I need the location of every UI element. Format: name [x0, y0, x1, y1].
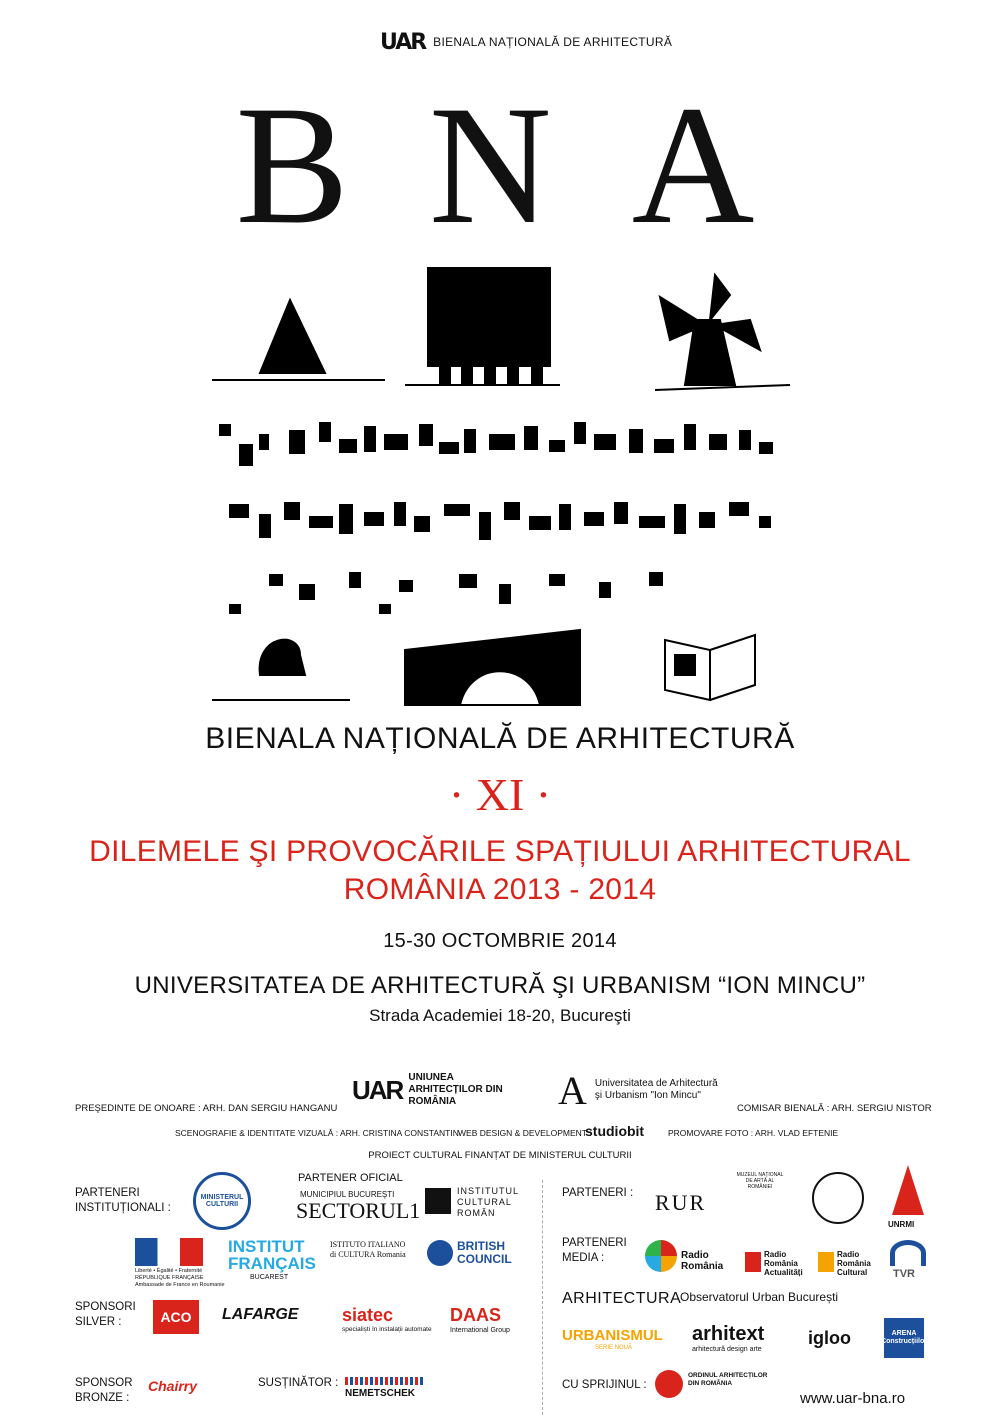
bronze-sponsor-label: SPONSOR BRONZE : — [75, 1377, 133, 1404]
tvr-icon — [890, 1240, 926, 1266]
bna-big-letters: BNA — [235, 71, 835, 259]
theme-line-1: DILEMELE ŞI PROVOCĂRILE SPAȚIULUI ARHITECTURAL — [89, 835, 911, 868]
institutional-partners-label: PARTENERI INSTITUȚIONALI : — [75, 1187, 171, 1214]
seal-icon — [812, 1172, 864, 1224]
istituto-italiano-logo: ISTITUTO ITALIANO di CULTURA Romania — [330, 1240, 406, 1259]
france-flag-icon — [135, 1238, 203, 1266]
media-partners-label: PARTENERI MEDIA : — [562, 1237, 627, 1264]
radio-actualitati-icon — [745, 1252, 761, 1272]
supporter-label: SUSȚINĂTOR : — [258, 1377, 339, 1389]
column-divider — [542, 1180, 543, 1415]
credit-webdesign-label: WEB DESIGN & DEVELOPMENT : — [458, 1128, 592, 1138]
france-line2: RÉPUBLIQUE FRANÇAISE — [135, 1275, 204, 1281]
chairry-logo: Chairry — [148, 1378, 198, 1394]
british-council-icon — [427, 1240, 453, 1266]
chair-sketch — [260, 640, 305, 675]
theme-line-2: ROMÂNIA 2013 - 2014 — [343, 873, 657, 906]
siatec-sub: specialiști în instalații automate — [342, 1326, 432, 1333]
unrmi-name: UNRMI — [888, 1220, 915, 1229]
support-label: CU SPRIJINUL : — [562, 1379, 647, 1391]
silver-sponsors-label: SPONSORI SILVER : — [75, 1301, 136, 1328]
uar-logo: UAR — [380, 29, 426, 55]
studiobit-logo: studiobit — [585, 1123, 645, 1139]
hall-sketch — [405, 268, 560, 385]
edition-number: · XI · — [448, 769, 552, 820]
windmill-sketch — [655, 275, 790, 390]
uauim-logo-icon: A — [558, 1067, 587, 1113]
institut-francais-city: BUCAREST — [250, 1274, 289, 1281]
arhitectura-logo: ARHITECTURA — [562, 1290, 682, 1307]
house-sketch — [260, 300, 325, 373]
book-sketch — [665, 635, 755, 700]
institut-francais-logo: INSTITUT FRANÇAIS — [228, 1237, 316, 1273]
mnar-logo: MUZEUL NAȚIONAL DE ARTĂ AL ROMÂNIEI — [736, 1172, 784, 1190]
france-line3: Ambassade de France en Roumanie — [135, 1282, 225, 1288]
funded-by: PROIECT CULTURAL FINANȚAT DE MINISTERUL CULTURII — [368, 1150, 632, 1161]
biennial-title: BIENALA NAȚIONALĂ DE ARHITECTURĂ — [205, 722, 795, 755]
sketch-illustration — [200, 255, 800, 710]
partners-label: PARTENERI : — [562, 1187, 634, 1199]
urbanismul-logo: URBANISMUL — [562, 1327, 663, 1344]
observator-urban-logo: Observatorul Urban București — [680, 1290, 839, 1304]
tvr-logo: TVR — [893, 1268, 915, 1280]
arhitext-sub: arhitectură design arte — [692, 1346, 762, 1353]
uar-name: UNIUNEA ARHITECȚILOR DIN ROMÂNIA — [408, 1072, 503, 1107]
british-council-name: BRITISH COUNCIL — [457, 1239, 512, 1266]
credit-commissioner: COMISAR BIENALĂ : ARH. SERGIU NISTOR — [737, 1103, 932, 1114]
rur-logo: RUR — [655, 1190, 707, 1215]
radio-cultural-icon — [818, 1252, 834, 1272]
radio-cultural: Radio România Cultural — [837, 1250, 871, 1277]
radio-actualitati: Radio România Actualități — [764, 1250, 803, 1277]
oar-name: ORDINUL ARHITECȚILOR DIN ROMÂNIA — [688, 1372, 768, 1387]
uar-block — [352, 1065, 522, 1115]
header-branding — [380, 28, 672, 56]
city-blocks — [220, 423, 772, 613]
ministry-logo: MINISTERUL CULTURII — [193, 1172, 251, 1230]
icr-name: INSTITUTUL CULTURAL ROMÂN — [457, 1186, 519, 1218]
daas-sub: International Group — [450, 1327, 510, 1334]
unrmi-icon — [892, 1165, 924, 1215]
uar-logo-lower: UAR — [352, 1074, 403, 1105]
credit-photo: PROMOVARE FOTO : ARH. VLAD EFTENIE — [668, 1128, 839, 1138]
nemetschek-icon — [345, 1377, 425, 1385]
igloo-logo: igloo — [808, 1328, 851, 1348]
france-line1: Liberté • Égalité • Fraternité — [135, 1268, 203, 1274]
website-link[interactable]: www.uar-bna.ro — [800, 1390, 906, 1407]
arena-logo: ARENA Construcțiilor — [884, 1318, 924, 1358]
bridge-sketch — [405, 630, 580, 705]
event-dates: 15-30 OCTOMBRIE 2014 — [383, 930, 617, 952]
header-subtitle: BIENALA NAȚIONALĂ DE ARHITECTURĂ — [433, 35, 673, 49]
venue-address: Strada Academiei 18-20, Bucureşti — [369, 1006, 631, 1025]
credit-president: PREŞEDINTE DE ONOARE : ARH. DAN SERGIU HANGANU — [75, 1103, 338, 1114]
uauim-block — [558, 1065, 738, 1115]
lafarge-logo: LAFARGE — [222, 1306, 299, 1323]
radio-romania-icon — [645, 1240, 677, 1272]
official-partner-label: PARTENER OFICIAL — [298, 1172, 403, 1184]
arhitext-logo: arhitext — [692, 1323, 765, 1345]
icr-icon — [425, 1188, 451, 1214]
radio-romania: Radio România — [681, 1250, 724, 1272]
sector1-top: MUNICIPIUL BUCUREŞTI — [300, 1190, 395, 1199]
oar-icon — [655, 1370, 683, 1398]
urbanismul-sub: SERIE NOUĂ — [595, 1345, 633, 1351]
daas-logo: DAAS — [450, 1305, 502, 1325]
nemetschek-logo: NEMETSCHEK — [345, 1388, 416, 1399]
aco-logo: ACO — [153, 1300, 199, 1334]
venue: UNIVERSITATEA DE ARHITECTURĂ ŞI URBANISM “ION MINCU” — [134, 972, 866, 999]
credit-scenography: SCENOGRAFIE & IDENTITATE VIZUALĂ : ARH. CRISTINA CONSTANTIN — [175, 1128, 459, 1138]
uauim-name: Universitatea de Arhitectură şi Urbanism "Ion Mincu" — [594, 1078, 718, 1101]
sector1-logo: SECTORUL1 — [296, 1198, 421, 1223]
siatec-logo: siatec — [342, 1305, 394, 1325]
